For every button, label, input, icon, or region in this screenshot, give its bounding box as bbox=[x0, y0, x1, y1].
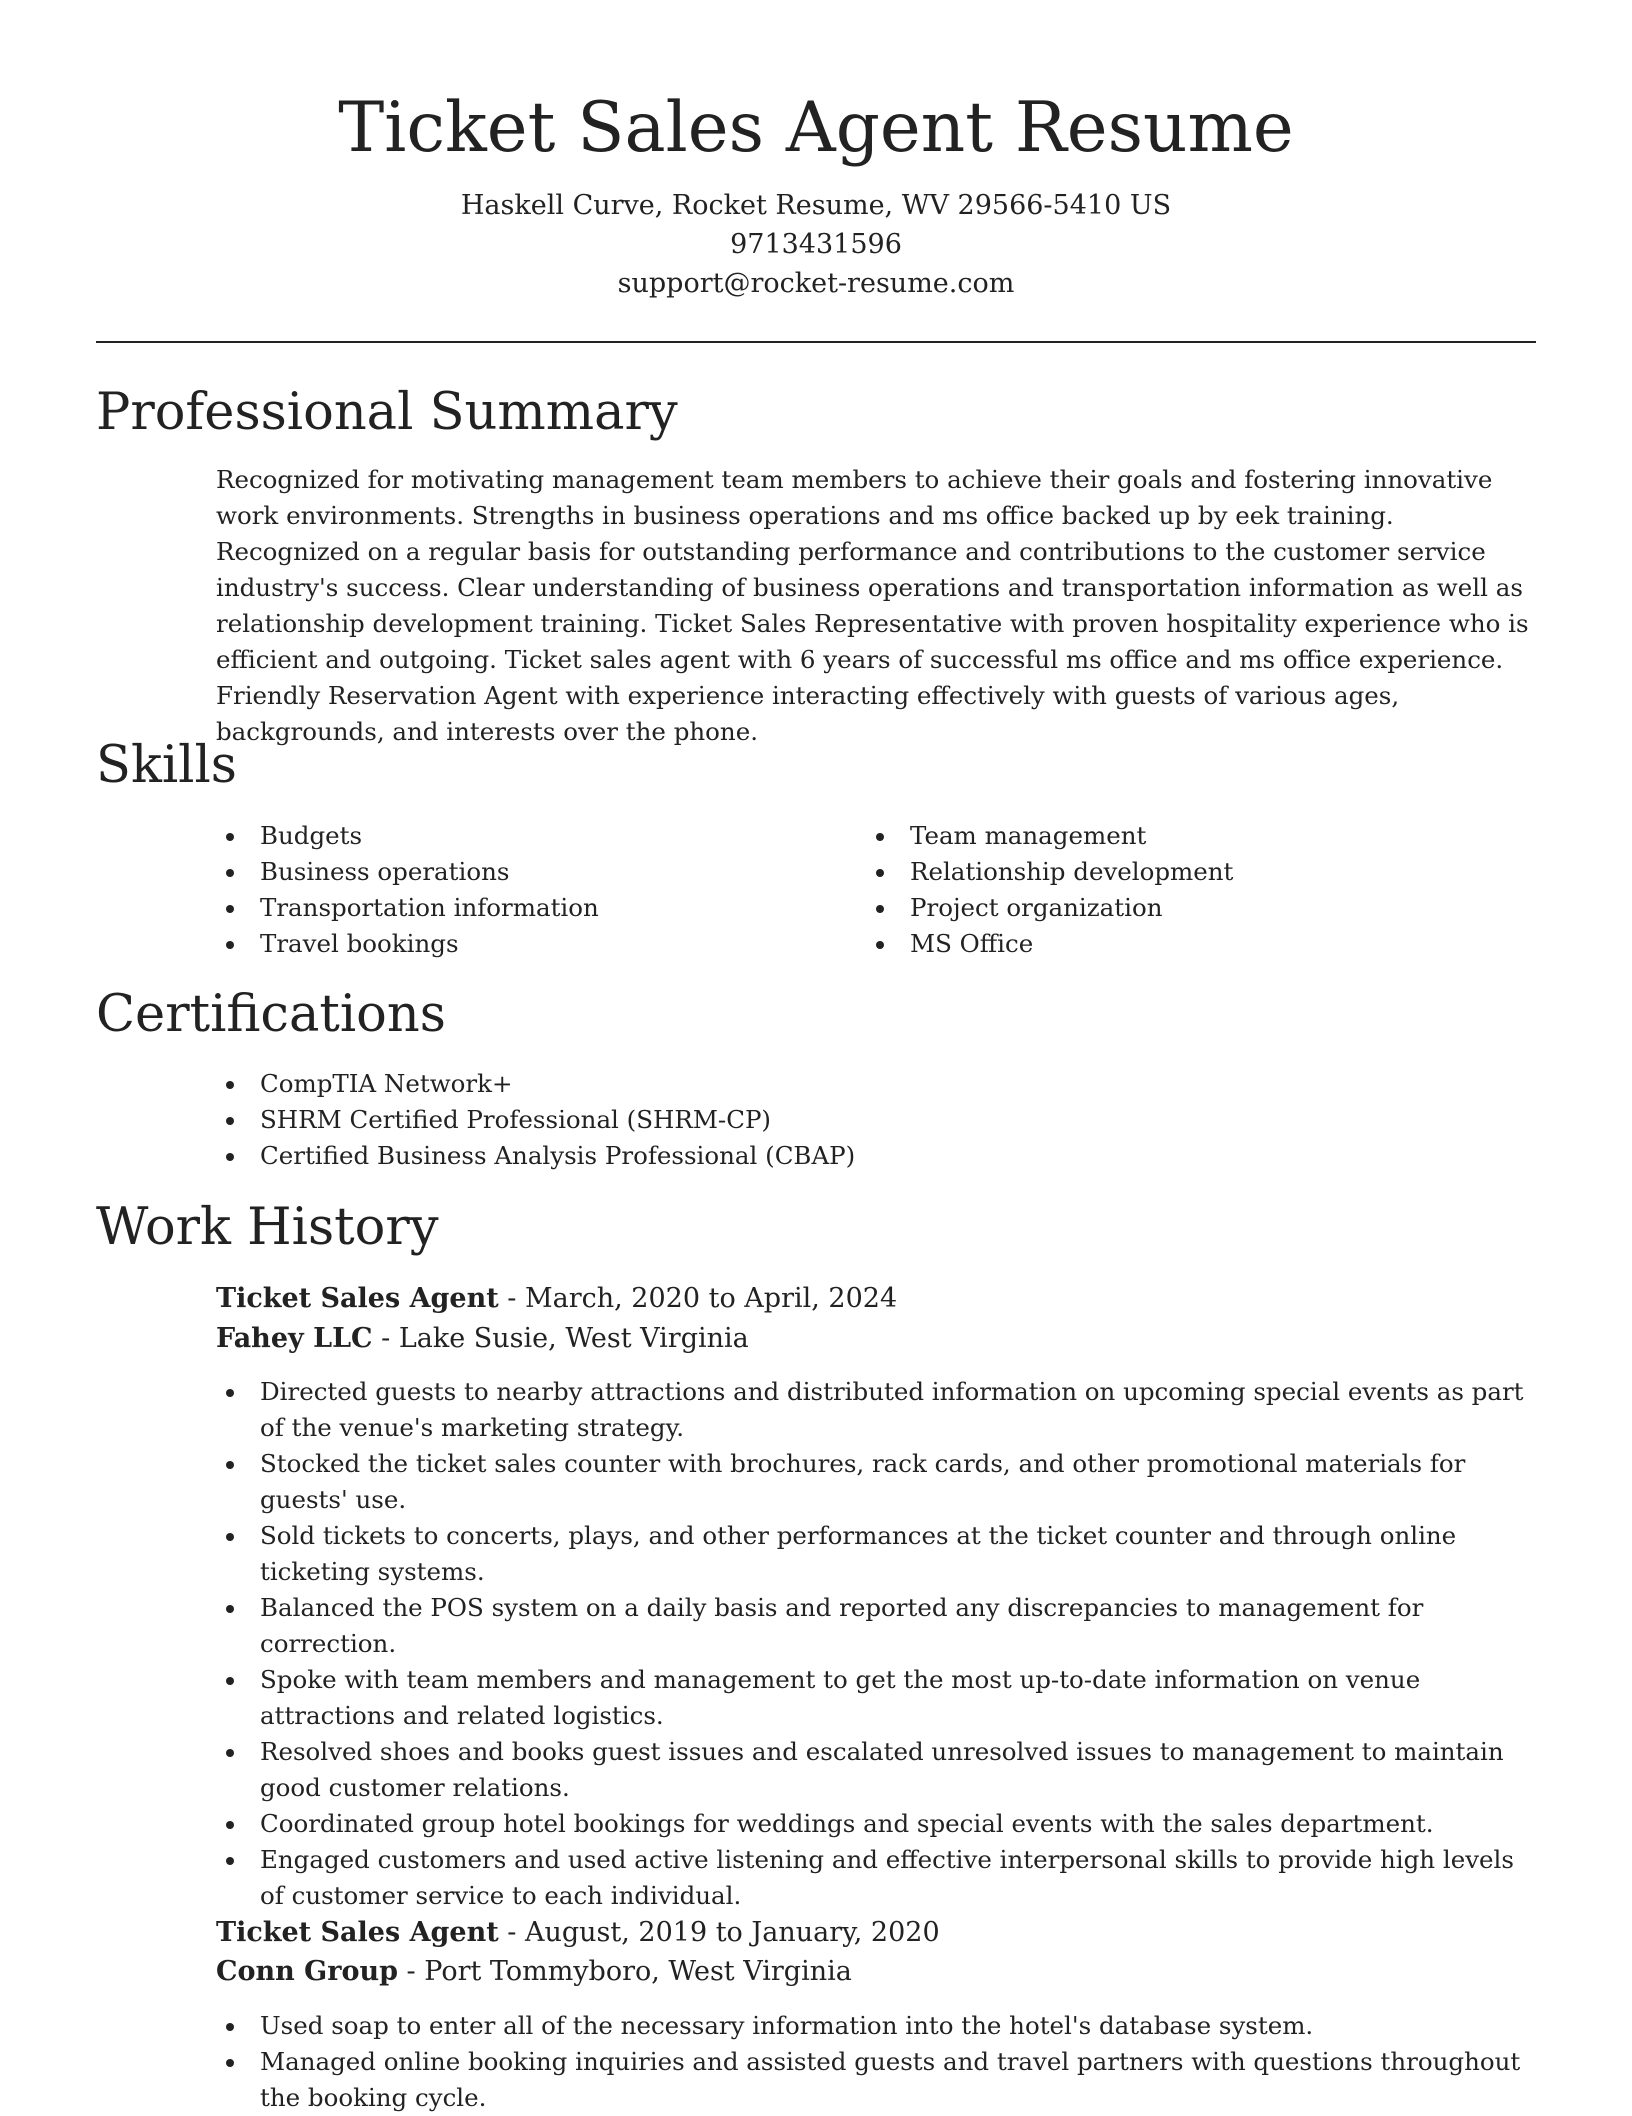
skills-list-left bbox=[216, 818, 816, 962]
skills-list-right bbox=[866, 818, 1536, 962]
job-title: Ticket Sales Agent bbox=[216, 1917, 499, 1948]
job-bullet: Coordinated group hotel bookings for weddings and special events with the sales department. bbox=[216, 1806, 1536, 1842]
job-bullet: Directed guests to nearby attractions and distributed information on upcoming special events as part of the venue's marketing strategy. bbox=[216, 1374, 1536, 1446]
resume-title: Ticket Sales Agent Resume bbox=[338, 88, 1294, 168]
job-company-line bbox=[216, 1952, 852, 1992]
job-title-line bbox=[216, 1913, 940, 1953]
separator: - bbox=[498, 1283, 525, 1314]
job-bullet: Engaged customers and used active listening and effective interpersonal skills to provide high levels of customer service to each individual. bbox=[216, 1842, 1536, 1914]
job-bullet-list bbox=[216, 1374, 1536, 1914]
job-bullet: Balanced the POS system on a daily basis and reported any discrepancies to management for correction. bbox=[216, 1590, 1536, 1662]
certification-item: CompTIA Network+ bbox=[216, 1066, 1216, 1102]
skill-item: Relationship development bbox=[866, 854, 1536, 890]
header-divider bbox=[96, 341, 1536, 343]
skill-item: MS Office bbox=[866, 926, 1536, 962]
job-bullet-list bbox=[216, 2008, 1536, 2116]
contact-email: support@rocket-resume.com bbox=[617, 268, 1015, 299]
job-company: Fahey LLC bbox=[216, 1323, 373, 1354]
separator: - bbox=[372, 1323, 399, 1354]
job-bullet: Sold tickets to concerts, plays, and other performances at the ticket counter and through online ticketing systems. bbox=[216, 1518, 1536, 1590]
contact-info bbox=[96, 186, 1536, 303]
skill-item: Team management bbox=[866, 818, 1536, 854]
certifications-heading: Certifications bbox=[96, 985, 446, 1044]
job-bullet: Spoke with team members and management to get the most up-to-date information on venue attractions and related logistics. bbox=[216, 1662, 1536, 1734]
contact-address: Haskell Curve, Rocket Resume, WV 29566-5410 US bbox=[460, 190, 1172, 221]
skill-item: Project organization bbox=[866, 890, 1536, 926]
certification-item: SHRM Certified Professional (SHRM-CP) bbox=[216, 1102, 1216, 1138]
job-bullet: Managed online booking inquiries and assisted guests and travel partners with questions throughout the booking cycle. bbox=[216, 2044, 1536, 2116]
resume-header bbox=[96, 80, 1536, 303]
job-location: Lake Susie, West Virginia bbox=[398, 1323, 749, 1354]
summary-heading: Professional Summary bbox=[96, 383, 678, 442]
job-company: Conn Group bbox=[216, 1956, 398, 1987]
work-history-heading: Work History bbox=[96, 1198, 439, 1257]
job-title-line bbox=[216, 1279, 897, 1319]
skill-item: Travel bookings bbox=[216, 926, 816, 962]
job-bullet: Stocked the ticket sales counter with brochures, rack cards, and other promotional materials for guests' use. bbox=[216, 1446, 1536, 1518]
contact-phone: 9713431596 bbox=[730, 229, 902, 260]
certifications-list bbox=[216, 1066, 1216, 1174]
job-dates: August, 2019 to January, 2020 bbox=[524, 1917, 940, 1948]
skills-heading: Skills bbox=[96, 736, 237, 795]
job-company-line bbox=[216, 1319, 749, 1359]
separator: - bbox=[498, 1917, 525, 1948]
skill-item: Business operations bbox=[216, 854, 816, 890]
summary-text: Recognized for motivating management team members to achieve their goals and fostering innovative work environments. Strengths in business operations and ms office backed up by eek training. Recognized on a regular basis for outstanding performance and contributions to the customer service industry's success. Clear understanding of business operations and transportation information as well as relationship development training. Ticket Sales Representative with proven hospitality experience who is efficient and outgoing. Ticket sales agent with 6 years of successful ms office and ms office experience. Friendly Reservation Agent with experience interacting effectively with guests of various ages, backgrounds, and interests over the phone. bbox=[216, 465, 1529, 746]
job-bullet: Resolved shoes and books guest issues and escalated unresolved issues to management to maintain good customer relations. bbox=[216, 1734, 1536, 1806]
job-location: Port Tommyboro, West Virginia bbox=[424, 1956, 852, 1987]
job-bullet: Used soap to enter all of the necessary information into the hotel's database system. bbox=[216, 2008, 1536, 2044]
job-dates: March, 2020 to April, 2024 bbox=[524, 1283, 898, 1314]
job-title: Ticket Sales Agent bbox=[216, 1283, 499, 1314]
skill-item: Budgets bbox=[216, 818, 816, 854]
skill-item: Transportation information bbox=[216, 890, 816, 926]
certification-item: Certified Business Analysis Professional (CBAP) bbox=[216, 1138, 1216, 1174]
separator: - bbox=[397, 1956, 425, 1987]
